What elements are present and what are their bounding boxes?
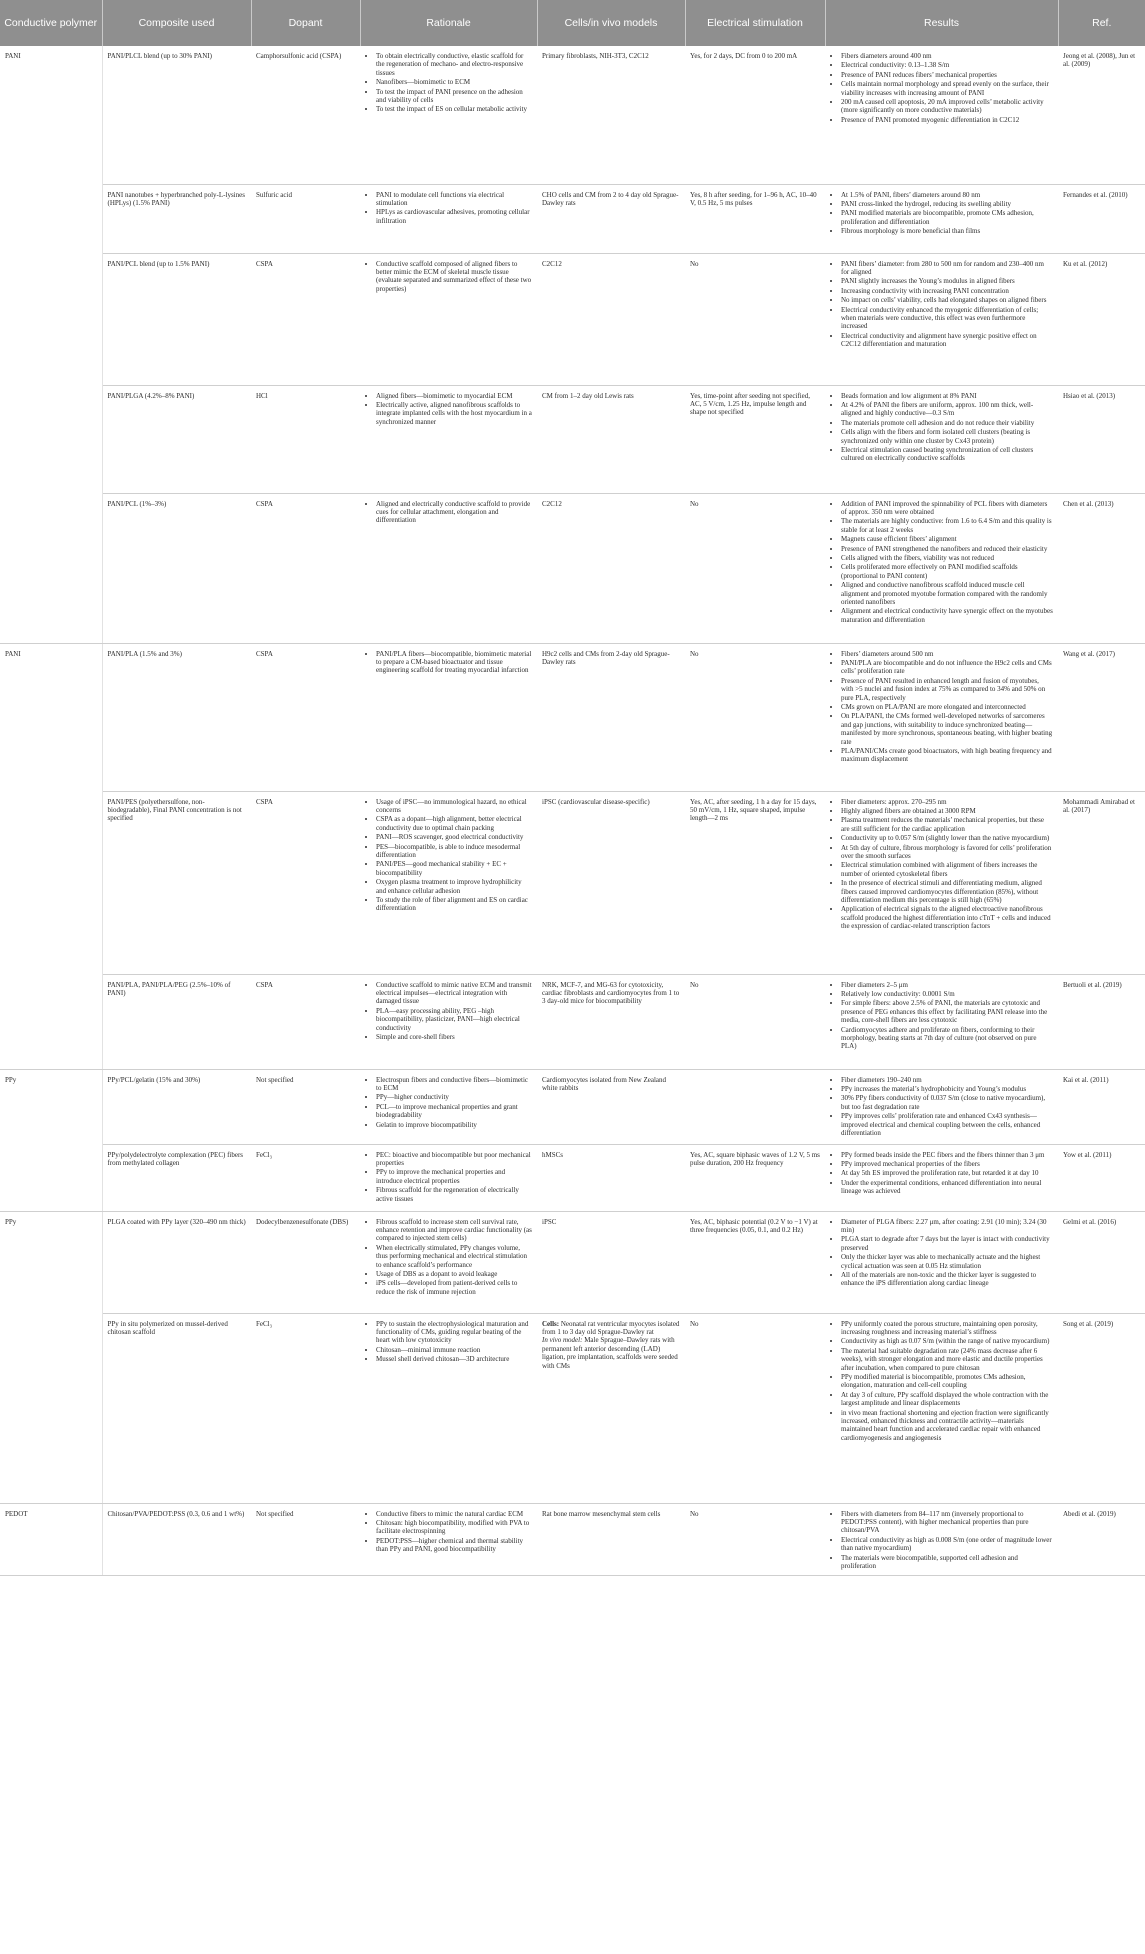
result-item: • At 1.5% of PANI, fibers’ diameters around 80 nm [841,191,1053,199]
results-cell [825,253,1058,385]
result-item: • Increasing conductivity with increasing PANI concentration [841,287,1053,295]
dopant-cell: Camphorsulfonic acid (CSPA) [251,46,360,184]
rationale-item: • PPy—higher conductivity [376,1093,532,1101]
results-cell [825,1211,1058,1313]
rationale-item: • To study the role of fiber alignment and ES on cardiac differentiation [376,896,532,913]
dopant-cell: Dodecylbenzenesulfonate (DBS) [251,1211,360,1313]
rationale-item: • Oxygen plasma treatment to improve hydrophilicity and enhance cellular adhesion [376,878,532,895]
rationale-item: • PANI/PLA fibers—biocompatible, biomimetic material to prepare a CM-based bioactuator and tissue engineering scaffold for treating myocardial infarction [376,650,532,675]
results-cell [825,46,1058,184]
result-item: • Addition of PANI improved the spinnability of PCL fibers with diameters of approx. 350 nm were obtained [841,500,1053,517]
composite-cell: PPy in situ polymerized on mussel-derived chitosan scaffold [102,1313,251,1503]
rationale-cell [360,184,537,253]
polymer-cell: PANI [0,46,102,643]
rationale-item: • PCL—to improve mechanical properties and grant biodegradability [376,1103,532,1120]
result-item: • The materials promote cell adhesion and do not reduce their viability [841,419,1053,427]
result-item: • Plasma treatment reduces the materials’ mechanical properties, but these are still sufficient for the cardiac application [841,816,1053,833]
cells-text: Neonatal rat ventricular myocytes isolated from 1 to 3 day old Sprague-Dawley rat [542,1319,680,1336]
header-composite-used: Composite used [102,0,251,46]
result-item: • Electrical conductivity as high as 0.008 S/m (one order of magnitude lower than native myocardium) [841,1536,1053,1553]
ref-cell: Mohammadi Amirabad et al. (2017) [1058,791,1145,974]
result-item: • No impact on cells’ viability, cells had elongated shapes on aligned fibers [841,296,1053,304]
dopant-cell: CSPA [251,643,360,791]
composite-cell: PANI/PCL blend (up to 1.5% PANI) [102,253,251,385]
result-item: • Presence of PANI resulted in enhanced length and fusion of myotubes, with >5 nuclei and fusion index at 75% as compared to 34% and 50% on pure PLA, respectively [841,677,1053,702]
rationale-item: • Fibrous scaffold for the regeneration of electrically active tissues [376,1186,532,1203]
table-row [0,385,1145,493]
composite-cell: PLGA coated with PPy layer (320–490 nm thick) [102,1211,251,1313]
result-item: • PANI cross-linked the hydrogel, reducing its swelling ability [841,200,1053,208]
result-item: • Electrical conductivity: 0.13–1.38 S/m [841,61,1053,69]
rationale-list [365,191,532,226]
results-cell [825,385,1058,493]
rationale-item: • PANI to modulate cell functions via electrical stimulation [376,191,532,208]
rationale-list [365,1151,532,1203]
rationale-item: • Fibrous scaffold to increase stem cell survival rate, enhance retention and improve cardiac functionality (as compared to injected stem cells) [376,1218,532,1243]
dopant-cell: Sulfuric acid [251,184,360,253]
results-list [830,650,1053,764]
result-item: • PPy formed beads inside the PEC fibers and the fibers thinner than 3 μm [841,1151,1053,1159]
stimulation-cell: No [685,1503,825,1576]
rationale-item: • PANI/PES—good mechanical stability + EC + biocompatibility [376,860,532,877]
result-item: • Electrical conductivity and alignment have synergic positive effect on C2C12 differentiation and maturation [841,332,1053,349]
header-cells-models: Cells/in vivo models [537,0,685,46]
rationale-item: • Nanofibers—biomimetic to ECM [376,78,532,86]
rationale-item: • iPS cells—developed from patient-derived cells to reduce the risk of immune rejection [376,1279,532,1296]
result-item: • Relatively low conductivity: 0.0001 S/m [841,990,1053,998]
ref-cell: Chen et al. (2013) [1058,493,1145,643]
rationale-item: • Aligned and electrically conductive scaffold to provide cues for cellular attachment, elongation and differentiation [376,500,532,525]
results-list [830,392,1053,463]
dopant-cell: CSPA [251,791,360,974]
result-item: • For simple fibers: above 2.5% of PANI, the materials are cytotoxic and presence of PEG enhances this effect by facilitating PANI release into the media, core-shell fibers are less cytotoxic [841,999,1053,1024]
result-item: • Application of electrical signals to the aligned electroactive nanofibrous scaffold produced the highest differentiation into cTnT + cells and induced the expression of cardiac-related transcription factors [841,905,1053,930]
result-item: • At 5th day of culture, fibrous morphology is favored for cells’ proliferation over the smooth surfaces [841,844,1053,861]
results-cell [825,184,1058,253]
stimulation-cell: Yes, AC, square biphasic waves of 1.2 V, 5 ms pulse duration, 200 Hz frequency [685,1144,825,1211]
cells-cell: C2C12 [537,493,685,643]
rationale-item: • Gelatin to improve biocompatibility [376,1121,532,1129]
rationale-item: • To obtain electrically conductive, elastic scaffold for the regeneration of mechano- and electro-responsive tissues [376,52,532,77]
result-item: • PANI modified materials are biocompatible, promote CMs adhesion, proliferation and differentiation [841,209,1053,226]
in-vivo-text: Male Sprague–Dawley rats with permanent left anterior descending (LAD) ligation, pre implantation, scaffolds were seeded with CMs [542,1336,678,1370]
result-item: • Diameter of PLGA fibers: 2.27 μm, after coating: 2.91 (10 min); 3.24 (30 min) [841,1218,1053,1235]
composite-cell: PANI nanotubes + hyperbranched poly-L-lysines (HPLys) (1.5% PANI) [102,184,251,253]
header-dopant: Dopant [251,0,360,46]
result-item: • Fibers with diameters from 84–117 nm (inversely proportional to PEDOT:PSS content), with higher mechanical properties than pure chitosan/PVA [841,1510,1053,1535]
dopant-cell: HCl [251,385,360,493]
rationale-item: • When electrically stimulated, PPy changes volume, thus performing mechanical and electrical stimulation to enhance scaffold’s performance [376,1244,532,1269]
result-item: • Cells align with the fibers and form isolated cell clusters (beating is synchronized only within one cluster by Cx43 protein) [841,428,1053,445]
stimulation-cell: Yes, AC, after seeding, 1 h a day for 15 days, 50 mV/cm, 1 Hz, square shaped, impulse length—2 ms [685,791,825,974]
cells-label: Cells: [542,1319,560,1328]
result-item: • In the presence of electrical stimuli and differentiating medium, aligned fibers caused improved cardiomyocytes differentiation (85%), without differentiation medium this percentage is still high (65%) [841,879,1053,904]
rationale-item: • PANI—ROS scavenger, good electrical conductivity [376,833,532,841]
table-row [0,493,1145,643]
rationale-item: • Mussel shell derived chitosan—3D architecture [376,1355,532,1363]
rationale-item: • Simple and core-shell fibers [376,1033,532,1041]
polymer-cell: PANI [0,643,102,1069]
dopant-cell: CSPA [251,253,360,385]
dopant-cell: Not specified [251,1503,360,1576]
composite-cell: Chitosan/PVA/PEDOT:PSS (0.3, 0.6 and 1 wt%) [102,1503,251,1576]
rationale-item: • To test the impact of PANI presence on the adhesion and viability of cells [376,88,532,105]
result-item: • PANI/PLA are biocompatible and do not influence the H9c2 cells and CMs cells’ proliferation rate [841,659,1053,676]
table-row [0,46,1145,184]
table-row [0,791,1145,974]
result-item: • Cells aligned with the fibers, viability was not reduced [841,554,1053,562]
result-item: • Alignment and electrical conductivity have synergic effect on the myotubes maturation and differentiation [841,607,1053,624]
composite-cell: PPy/polydelectrolyte complexation (PEC) fibers from methylated collagen [102,1144,251,1211]
rationale-list [365,981,532,1042]
result-item: • On PLA/PANI, the CMs formed well-developed networks of sarcomeres and gap junctions, with suitability to induce synchronized beating—manifested by more synchronous, spontaneous beating, with higher beating rate [841,712,1053,746]
result-item: • Presence of PANI strengthened the nanofibers and reduced their elasticity [841,545,1053,553]
stimulation-cell: No [685,974,825,1069]
rationale-item: • Conductive scaffold to mimic native ECM and transmit electrical impulses—electrical integration with damaged tissue [376,981,532,1006]
rationale-item: • PEC: bioactive and biocompatible but poor mechanical properties [376,1151,532,1168]
rationale-list [365,1076,532,1129]
composite-cell: PANI/PLA (1.5% and 3%) [102,643,251,791]
stimulation-cell [685,1069,825,1144]
result-item: • Electrical stimulation caused beating synchronization of cell clusters cultured on electrically conductive scaffolds [841,446,1053,463]
cells-cell: CM from 1–2 day old Lewis rats [537,385,685,493]
result-item: • At 4.2% of PANI the fibers are uniform, approx. 100 nm thick, well-aligned and highly conductive—0.3 S/m [841,401,1053,418]
result-item: • 30% PPy fibers conductivity of 0.037 S/m (close to native myocardium), but too fast degradation rate [841,1094,1053,1111]
header-results: Results [825,0,1058,46]
result-item: • Fibers diameters around 400 nm [841,52,1053,60]
header-conductive-polymer: Conductive polymer [0,0,102,46]
stimulation-cell: No [685,253,825,385]
result-item: • Fibrous morphology is more beneficial than films [841,227,1053,235]
rationale-cell [360,1144,537,1211]
ref-cell: Kai et al. (2011) [1058,1069,1145,1144]
stimulation-cell: Yes, time-point after seeding not specified, AC, 5 V/cm, 1.25 Hz, impulse length and shape not specified [685,385,825,493]
rationale-list [365,260,532,294]
composite-cell: PANI/PLCL blend (up to 30% PANI) [102,46,251,184]
polymer-cell: PPy [0,1211,102,1503]
results-list [830,500,1053,625]
rationale-cell [360,253,537,385]
result-item: • At day 3 of culture, PPy scaffold displayed the whole contraction with the largest amplitude and linear displacements [841,1391,1053,1408]
table-row [0,253,1145,385]
rationale-item: • HPLys as cardiovascular adhesives, promoting cellular infiltration [376,208,532,225]
rationale-item: • PPy to sustain the electrophysiological maturation and functionality of CMs, guiding regular beating of the heart with low cytotoxicity [376,1320,532,1345]
cells-cell: H9c2 cells and CMs from 2-day old Sprague-Dawley rats [537,643,685,791]
table-row [0,184,1145,253]
ref-cell: Hsiao et al. (2013) [1058,385,1145,493]
ref-cell: Jeong et al. (2008), Jun et al. (2009) [1058,46,1145,184]
rationale-cell [360,493,537,643]
results-cell [825,974,1058,1069]
result-item: • The materials were biocompatible, supported cell adhesion and proliferation [841,1554,1053,1571]
rationale-cell [360,385,537,493]
cells-cell: hMSCs [537,1144,685,1211]
result-item: • CMs grown on PLA/PANI are more elongated and interconnected [841,703,1053,711]
result-item: • The material had suitable degradation rate (24% mass decrease after 6 weeks), with stronger elongation and more elastic and ductile properties after incubation, when compared to pure chitosan [841,1347,1053,1372]
cells-cell: NRK, MCF-7, and MG-63 for cytotoxicity, cardiac fibroblasts and cardiomyocytes from 1 to 3 day-old mice for biocompatibility [537,974,685,1069]
header-rationale: Rationale [360,0,537,46]
rationale-item: • Chitosan: high biocompatibility, modified with PVA to facilitate electrospinning [376,1519,532,1536]
stimulation-cell: Yes, 8 h after seeding, for 1–96 h, AC, 10–40 V, 0.5 Hz, 5 ms pulses [685,184,825,253]
ref-cell: Ku et al. (2012) [1058,253,1145,385]
results-cell [825,1313,1058,1503]
ref-cell: Song et al. (2019) [1058,1313,1145,1503]
cells-cell: iPSC (cardiovascular disease-specific) [537,791,685,974]
rationale-item: • Aligned fibers—biomimetic to myocardial ECM [376,392,532,400]
cells-cell: CHO cells and CM from 2 to 4 day old Sprague-Dawley rats [537,184,685,253]
ref-cell: Yow et al. (2011) [1058,1144,1145,1211]
rationale-cell [360,1069,537,1144]
table-row [0,1069,1145,1144]
rationale-cell [360,643,537,791]
rationale-list [365,1510,532,1554]
composite-cell: PANI/PCL (1%–3%) [102,493,251,643]
table-row [0,1503,1145,1576]
cells-cell: Rat bone marrow mesenchymal stem cells [537,1503,685,1576]
result-item: • The materials are highly conductive: from 1.6 to 6.4 S/m and this quality is stable for at least 2 weeks [841,517,1053,534]
rationale-cell [360,974,537,1069]
result-item: • Aligned and conductive nanofibrous scaffold induced muscle cell alignment and promoted myotube formation compared with the randomly oriented nanofibers [841,581,1053,606]
in-vivo-label: In vivo model: [542,1336,583,1345]
result-item: • Highly aligned fibers are obtained at 3000 RPM [841,807,1053,815]
table-row [0,1211,1145,1313]
results-list [830,191,1053,236]
table-row [0,643,1145,791]
composite-cell: PPy/PCL/gelatin (15% and 30%) [102,1069,251,1144]
ref-cell: Abedi et al. (2019) [1058,1503,1145,1576]
rationale-list [365,500,532,525]
composite-cell: PANI/PLA, PANI/PLA/PEG (2.5%–10% of PANI) [102,974,251,1069]
results-list [830,1510,1053,1571]
rationale-list [365,1218,532,1297]
results-list [830,1151,1053,1196]
result-item: • PPy improved mechanical properties of the fibers [841,1160,1053,1168]
stimulation-cell: No [685,643,825,791]
result-item: • PLA/PANI/CMs create good bioactuators, with high beating frequency and maximum displacement [841,747,1053,764]
stimulation-cell: No [685,493,825,643]
rationale-item: • Conductive fibers to mimic the natural cardiac ECM [376,1510,532,1518]
results-cell [825,1503,1058,1576]
result-item: • Magnets cause efficient fibers’ alignment [841,535,1053,543]
results-list [830,260,1053,349]
results-cell [825,1144,1058,1211]
result-item: • PANI slightly increases the Young’s modulus in aligned fibers [841,277,1053,285]
results-cell [825,643,1058,791]
cells-cell: Primary fibroblasts, NIH-3T3, C2C12 [537,46,685,184]
rationale-item: • Electrospun fibers and conductive fibers—biomimetic to ECM [376,1076,532,1093]
rationale-item: • Usage of iPSC—no immunological hazard, no ethical concerns [376,798,532,815]
rationale-item: • To test the impact of ES on cellular metabolic activity [376,105,532,113]
polymer-cell: PPy [0,1069,102,1211]
stimulation-cell: Yes, AC, biphasic potential (0.2 V to −1 V) at three frequencies (0.05, 0.1, and 0.2 Hz) [685,1211,825,1313]
composite-cell: PANI/PLGA (4.2%–8% PANI) [102,385,251,493]
stimulation-cell: Yes, for 2 days, DC from 0 to 200 mA [685,46,825,184]
rationale-cell [360,46,537,184]
rationale-list [365,798,532,913]
result-item: • Fiber diameters: approx. 270–295 nm [841,798,1053,806]
polymer-cell: PEDOT [0,1503,102,1576]
results-cell [825,493,1058,643]
results-list [830,52,1053,124]
table-row [0,1313,1145,1503]
table-header [0,0,1145,46]
result-item: • Conductivity up to 0.057 S/m (slightly lower than the native myocardium) [841,834,1053,842]
result-item: • Conductivity as high as 0.07 S/m (within the range of native myocardium) [841,1337,1053,1345]
composite-cell: PANI/PES (polyethersulfone, non-biodegradable), Final PANI concentration is not specified [102,791,251,974]
dopant-cell: CSPA [251,974,360,1069]
header-electrical-stimulation: Electrical stimulation [685,0,825,46]
ref-cell: Fernandes et al. (2010) [1058,184,1145,253]
result-item: • Cardiomyocytes adhere and proliferate on fibers, conforming to their morphology, beating starts at 7th day of culture (not observed on pure PLA) [841,1026,1053,1051]
result-item: • Electrical stimulation combined with alignment of fibers increases the number of oriented cytoskeletal fibers [841,861,1053,878]
cells-cell: Cardiomyocytes isolated from New Zealand white rabbits [537,1069,685,1144]
rationale-item: • PEDOT:PSS—higher chemical and thermal stability than PPy and PANI, good biocompatibility [376,1537,532,1554]
results-list [830,1076,1053,1138]
result-item: • All of the materials are non-toxic and the thicker layer is suggested to enhance the iPS differentiation along cardiac lineage [841,1271,1053,1288]
rationale-cell [360,1211,537,1313]
result-item: • Fibers’ diameters around 500 nm [841,650,1053,658]
result-item: • PANI fibers’ diameter: from 280 to 500 nm for random and 230–400 nm for aligned [841,260,1053,277]
rationale-item: • CSPA as a dopant—high alignment, better electrical conductivity due to optimal chain packing [376,815,532,832]
result-item: • 200 mA caused cell apoptosis, 20 mA improved cells’ metabolic activity (more significantly on more conductive materials) [841,98,1053,115]
result-item: • PLGA start to degrade after 7 days but the layer is intact with conductivity preserved [841,1235,1053,1252]
results-list [830,1320,1053,1443]
table-row [0,974,1145,1069]
dopant-cell: FeCl₃ [251,1313,360,1503]
stimulation-cell: No [685,1313,825,1503]
cells-cell [537,1313,685,1503]
ref-cell: Wang et al. (2017) [1058,643,1145,791]
rationale-list [365,1320,532,1364]
dopant-cell: Not specified [251,1069,360,1144]
result-item: • Presence of PANI reduces fibers’ mechanical properties [841,71,1053,79]
result-item: • Beads formation and low alignment at 8% PANI [841,392,1053,400]
result-item: • Only the thicker layer was able to mechanically actuate and the highest cyclical actuation was seen at 0.05 Hz stimulation [841,1253,1053,1270]
results-cell [825,1069,1058,1144]
result-item: • Fiber diameters 2–5 μm [841,981,1053,989]
rationale-item: • Usage of DBS as a dopant to avoid leakage [376,1270,532,1278]
rationale-list [365,650,532,675]
results-list [830,798,1053,931]
result-item: • At day 5th ES improved the proliferation rate, but retarded it at day 10 [841,1169,1053,1177]
result-item: • PPy improves cells’ proliferation rate and enhanced Cx43 synthesis—improved electrical and chemical coupling between the cells, enhanced differentiation [841,1112,1053,1137]
rationale-cell [360,1503,537,1576]
dopant-cell: FeCl₃ [251,1144,360,1211]
rationale-item: • PLA—easy processing ability, PEG –high biocompatibility, plasticizer, PANI—high electrical conductivity [376,1007,532,1032]
result-item: • Cells proliferated more effectively on PANI modified scaffolds (proportional to PANI content) [841,563,1053,580]
cells-cell: iPSC [537,1211,685,1313]
result-item: • PPy modified material is biocompatible, promotes CMs adhesion, elongation, maturation and cell-cell coupling [841,1373,1053,1390]
table-row [0,1144,1145,1211]
rationale-item: • PPy to improve the mechanical properties and introduce electrical properties [376,1168,532,1185]
result-item: • Under the experimental conditions, enhanced differentiation into neural lineage was achieved [841,1179,1053,1196]
result-item: • Electrical conductivity enhanced the myogenic differentiation of cells; when materials were conductive, this effect was even furthermore increased [841,306,1053,331]
result-item: • in vivo mean fractional shortening and ejection fraction were significantly increased, enhanced thickness and contractile activity—materials maintained heart function and accelerated cardiac repair with enhanced cardiomyogenesis and angiogenesis [841,1409,1053,1443]
rationale-item: • Electrically active, aligned nanofibrous scaffolds to integrate implanted cells with the host myocardium in a synchronized manner [376,401,532,426]
dopant-cell: CSPA [251,493,360,643]
result-item: • Presence of PANI promoted myogenic differentiation in C2C12 [841,116,1053,124]
table-body [0,46,1145,1576]
results-list [830,981,1053,1051]
result-item: • PPy uniformly coated the porous structure, maintaining open porosity, increasing roughness and increasing material’s stiffness [841,1320,1053,1337]
rationale-item: • Chitosan—minimal immune reaction [376,1346,532,1354]
rationale-item: • PES—biocompatible, is able to induce mesodermal differentiation [376,843,532,860]
cells-cell: C2C12 [537,253,685,385]
results-list [830,1218,1053,1288]
rationale-list [365,52,532,114]
rationale-list [365,392,532,427]
rationale-cell [360,1313,537,1503]
header-ref: Ref. [1058,0,1145,46]
rationale-item: • Conductive scaffold composed of aligned fibers to better mimic the ECM of skeletal muscle tissue (evaluate separated and summarized effect of these two properties) [376,260,532,294]
results-cell [825,791,1058,974]
ref-cell: Bertuoli et al. (2019) [1058,974,1145,1069]
result-item: • Cells maintain normal morphology and spread evenly on the surface, their viability increases with increasing amount of PANI [841,80,1053,97]
result-item: • Fiber diameters 190–240 nm [841,1076,1053,1084]
ref-cell: Gelmi et al. (2016) [1058,1211,1145,1313]
rationale-cell [360,791,537,974]
result-item: • PPy increases the material’s hydrophobicity and Young’s modulus [841,1085,1053,1093]
